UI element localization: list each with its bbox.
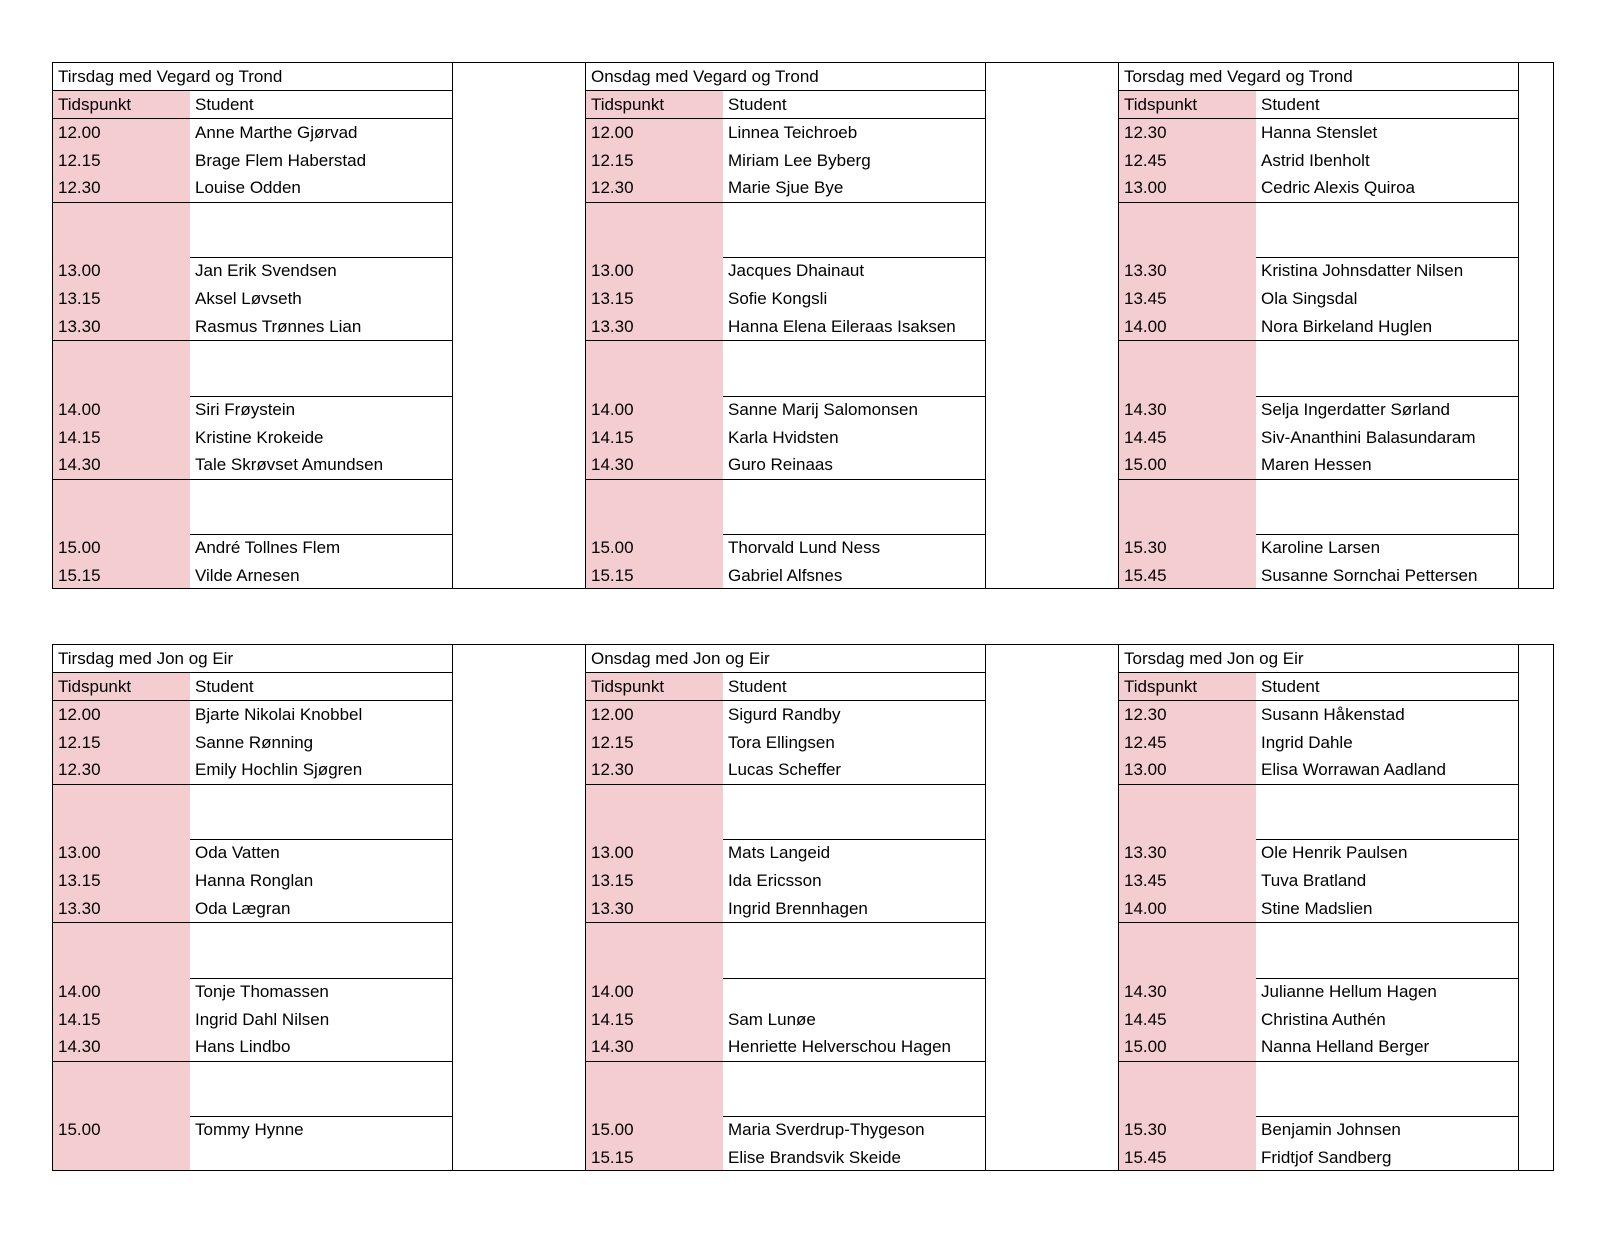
break-time-bg — [586, 785, 723, 839]
header-student-label: Student — [195, 95, 254, 114]
day-title: Torsdag med Vegard og Trond — [1119, 63, 1519, 91]
table-header-row — [1119, 673, 1519, 701]
student-name: Linnea Teichroeb — [728, 123, 858, 142]
slot-time: 14.30 — [591, 1037, 634, 1057]
table-right-border — [1518, 63, 1519, 588]
student-name: Tuva Bratland — [1261, 871, 1367, 891]
slot-time: 15.00 — [591, 1120, 634, 1140]
day-schedule-table — [1119, 645, 1529, 1170]
slot-time: 15.45 — [1124, 565, 1167, 585]
break-time-bg — [53, 923, 190, 977]
student-name: Astrid Ibenholt — [1261, 150, 1370, 170]
student-name: Karoline Larsen — [1261, 538, 1381, 558]
student-name: Karla Hvidsten — [728, 427, 839, 447]
student-name: Stine Madslien — [1261, 898, 1373, 918]
student-name: Tora Ellingsen — [728, 732, 835, 752]
slot-time: 14.00 — [58, 399, 101, 419]
break-time-bg — [1119, 480, 1256, 534]
student-name: Oda Lægran — [195, 898, 291, 918]
slot-time: 12.45 — [1124, 150, 1167, 170]
table-right-border — [985, 645, 986, 1170]
slot-time: 13.30 — [591, 316, 634, 336]
header-student-label: Student — [195, 677, 254, 696]
header-student-label: Student — [728, 95, 787, 114]
slot-time: 14.45 — [1124, 1009, 1167, 1029]
student-name: Rasmus Trønnes Lian — [195, 316, 362, 336]
day-title: Tirsdag med Jon og Eir — [53, 645, 453, 673]
slot-time: 12.00 — [591, 123, 634, 142]
break-time-bg — [53, 203, 190, 257]
break-time-bg — [53, 341, 190, 395]
day-schedule-table — [586, 63, 996, 588]
slot-time: 15.30 — [1124, 538, 1167, 558]
slot-time: 15.30 — [1124, 1120, 1167, 1140]
break-time-bg — [53, 785, 190, 839]
student-name: Tommy Hynne — [195, 1120, 304, 1140]
slot-time: 13.15 — [58, 289, 101, 309]
break-time-bg — [586, 1062, 723, 1116]
slot-time: 14.00 — [1124, 316, 1167, 336]
student-name: Sanne Marij Salomonsen — [728, 399, 918, 419]
slot-time: 12.30 — [591, 760, 634, 780]
student-name: Cedric Alexis Quiroa — [1261, 178, 1416, 198]
student-name: Kristina Johnsdatter Nilsen — [1261, 261, 1464, 281]
student-name: Ola Singsdal — [1261, 289, 1358, 309]
slot-time: 12.15 — [58, 150, 101, 170]
student-name: Sam Lunøe — [728, 1009, 816, 1029]
student-name: Kristine Krokeide — [195, 427, 324, 447]
student-name: Susanne Sornchai Pettersen — [1261, 565, 1478, 585]
break-time-bg — [1119, 785, 1256, 839]
table-right-border — [452, 63, 453, 588]
student-name: Maria Sverdrup-Thygeson — [728, 1120, 925, 1140]
student-name: Nanna Helland Berger — [1261, 1037, 1430, 1057]
slot-time: 14.30 — [1124, 399, 1167, 419]
header-time-label: Tidspunkt — [1124, 677, 1198, 696]
table-header-row — [53, 91, 453, 119]
slot-time: 14.00 — [591, 981, 634, 1001]
slot-time: 12.00 — [591, 705, 634, 724]
student-name: Vilde Arnesen — [195, 565, 300, 585]
slot-time: 15.00 — [591, 538, 634, 558]
student-name: Hanna Ronglan — [195, 871, 314, 891]
slot-time: 12.30 — [1124, 123, 1167, 142]
slot-time: 12.15 — [591, 732, 634, 752]
slot-time: 14.30 — [591, 455, 634, 475]
slot-time: 13.00 — [591, 261, 634, 281]
slot-time: 13.30 — [58, 316, 101, 336]
slot-time: 12.00 — [58, 123, 101, 142]
header-time-label: Tidspunkt — [591, 95, 665, 114]
table-header-row — [586, 91, 986, 119]
header-time-label: Tidspunkt — [1124, 95, 1198, 114]
slot-time: 14.15 — [58, 1009, 101, 1029]
schedule-section — [52, 62, 1554, 589]
break-time-bg — [53, 480, 190, 534]
slot-time: 14.00 — [58, 981, 101, 1001]
header-time-label: Tidspunkt — [58, 95, 132, 114]
slot-time: 14.30 — [58, 1037, 101, 1057]
student-name: Jacques Dhainaut — [728, 261, 865, 281]
student-name: Sofie Kongsli — [728, 289, 828, 309]
slot-time: 14.15 — [591, 1009, 634, 1029]
day-title: Tirsdag med Vegard og Trond — [53, 63, 453, 91]
student-name: Sigurd Randby — [728, 705, 841, 724]
slot-time: 13.00 — [58, 843, 101, 863]
student-name: Marie Sjue Bye — [728, 178, 844, 198]
slot-time: 12.15 — [58, 732, 101, 752]
header-student-label: Student — [1261, 677, 1320, 696]
break-time-bg — [586, 923, 723, 977]
break-time-bg — [586, 341, 723, 395]
slot-time: 12.30 — [1124, 705, 1167, 724]
student-name: Elise Brandsvik Skeide — [728, 1147, 901, 1167]
slot-time: 15.15 — [591, 565, 634, 585]
slot-time: 15.15 — [591, 1147, 634, 1167]
day-schedule-table — [1119, 63, 1529, 588]
slot-time: 13.15 — [591, 871, 634, 891]
header-student-label: Student — [728, 677, 787, 696]
slot-time: 13.00 — [58, 261, 101, 281]
student-name: Brage Flem Haberstad — [195, 150, 367, 170]
student-name: Miriam Lee Byberg — [728, 150, 871, 170]
student-name: Christina Authén — [1261, 1009, 1386, 1029]
slot-time: 14.00 — [591, 399, 634, 419]
break-time-bg — [53, 1062, 190, 1116]
student-name: Siri Frøystein — [195, 399, 296, 419]
student-name: Tonje Thomassen — [195, 981, 329, 1001]
student-name: Mats Langeid — [728, 843, 831, 863]
student-name: Elisa Worrawan Aadland — [1261, 760, 1446, 780]
slot-time: 14.15 — [591, 427, 634, 447]
student-name: Ingrid Brennhagen — [728, 898, 868, 918]
slot-time: 15.00 — [58, 538, 101, 558]
student-name: Gabriel Alfsnes — [728, 565, 843, 585]
slot-time: 13.00 — [1124, 178, 1167, 198]
day-title: Torsdag med Jon og Eir — [1119, 645, 1519, 673]
header-student-label: Student — [1261, 95, 1320, 114]
slot-time: 13.45 — [1124, 871, 1167, 891]
header-time-label: Tidspunkt — [591, 677, 665, 696]
break-time-bg — [586, 480, 723, 534]
slot-time: 12.30 — [591, 178, 634, 198]
student-name: Thorvald Lund Ness — [728, 538, 881, 558]
day-schedule-table — [53, 645, 463, 1170]
student-name: Benjamin Johnsen — [1261, 1120, 1401, 1140]
slot-time: 12.45 — [1124, 732, 1167, 752]
slot-time: 15.45 — [1124, 1147, 1167, 1167]
table-header-row — [1119, 91, 1519, 119]
student-name: Ole Henrik Paulsen — [1261, 843, 1408, 863]
table-header-row — [586, 673, 986, 701]
slot-time: 13.15 — [591, 289, 634, 309]
slot-time: 13.30 — [1124, 261, 1167, 281]
header-time-label: Tidspunkt — [58, 677, 132, 696]
break-time-bg — [1119, 341, 1256, 395]
schedule-section — [52, 644, 1554, 1171]
student-name: Fridtjof Sandberg — [1261, 1147, 1392, 1167]
student-name: Oda Vatten — [195, 843, 280, 863]
student-name: Susann Håkenstad — [1261, 705, 1405, 724]
student-name: Julianne Hellum Hagen — [1261, 981, 1437, 1001]
student-name: Emily Hochlin Sjøgren — [195, 760, 363, 780]
slot-time: 12.30 — [58, 760, 101, 780]
student-name: Bjarte Nikolai Knobbel — [195, 705, 363, 724]
student-name: Hanna Stenslet — [1261, 123, 1378, 142]
student-name: Jan Erik Svendsen — [195, 261, 337, 281]
slot-time: 12.30 — [58, 178, 101, 198]
slot-time: 14.00 — [1124, 898, 1167, 918]
student-name: Louise Odden — [195, 178, 301, 198]
day-title: Onsdag med Jon og Eir — [586, 645, 986, 673]
slot-time: 13.45 — [1124, 289, 1167, 309]
slot-time: 12.00 — [58, 705, 101, 724]
student-name: Aksel Løvseth — [195, 289, 302, 309]
slot-time: 15.00 — [58, 1120, 101, 1140]
slot-time: 13.30 — [1124, 843, 1167, 863]
student-name: Hanna Elena Eileraas Isaksen — [728, 316, 956, 336]
student-name: Ingrid Dahl Nilsen — [195, 1009, 330, 1029]
slot-time: 13.15 — [58, 871, 101, 891]
student-name: Ida Ericsson — [728, 871, 822, 891]
student-name: Tale Skrøvset Amundsen — [195, 455, 384, 475]
day-schedule-table — [53, 63, 463, 588]
slot-time: 14.30 — [1124, 981, 1167, 1001]
student-name: Sanne Rønning — [195, 732, 314, 752]
slot-time: 13.00 — [1124, 760, 1167, 780]
student-name: Guro Reinaas — [728, 455, 833, 475]
day-schedule-table — [586, 645, 996, 1170]
slot-time: 12.15 — [591, 150, 634, 170]
student-name: Henriette Helverschou Hagen — [728, 1037, 952, 1057]
slot-time: 15.00 — [1124, 455, 1167, 475]
slot-time: 13.30 — [58, 898, 101, 918]
student-name: Lucas Scheffer — [728, 760, 842, 780]
break-time-bg — [586, 203, 723, 257]
student-name: Anne Marthe Gjørvad — [195, 123, 358, 142]
slot-time: 14.45 — [1124, 427, 1167, 447]
student-name: Maren Hessen — [1261, 455, 1372, 475]
slot-time: 15.00 — [1124, 1037, 1167, 1057]
slot-time: 14.30 — [58, 455, 101, 475]
break-time-bg — [1119, 923, 1256, 977]
student-name: Nora Birkeland Huglen — [1261, 316, 1433, 336]
student-name: Selja Ingerdatter Sørland — [1261, 399, 1450, 419]
student-name: Ingrid Dahle — [1261, 732, 1353, 752]
table-header-row — [53, 673, 453, 701]
table-right-border — [1518, 645, 1519, 1170]
slot-time: 13.00 — [591, 843, 634, 863]
student-name: Hans Lindbo — [195, 1037, 291, 1057]
table-right-border — [985, 63, 986, 588]
slot-time: 15.15 — [58, 565, 101, 585]
break-time-bg — [1119, 203, 1256, 257]
student-name: André Tollnes Flem — [195, 538, 341, 558]
slot-time: 14.15 — [58, 427, 101, 447]
slot-time: 13.30 — [591, 898, 634, 918]
day-title: Onsdag med Vegard og Trond — [586, 63, 986, 91]
student-name: Siv-Ananthini Balasundaram — [1261, 427, 1476, 447]
table-right-border — [452, 645, 453, 1170]
break-time-bg — [1119, 1062, 1256, 1116]
